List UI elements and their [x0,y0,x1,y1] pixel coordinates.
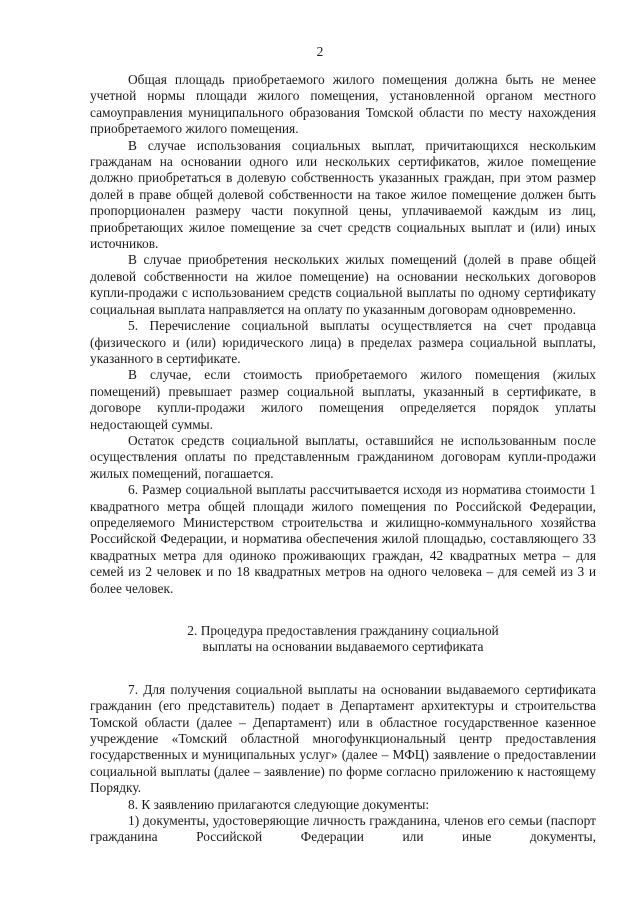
paragraph: В случае, если стоимость приобретаемого жилого помещения (жилых помещений) превышает размер социальной выплаты, указанный в сертификате, в договоре купли-продажи жилого помещения определяется порядок уплаты недостающей суммы. [90,367,596,432]
paragraph: 8. К заявлению прилагаются следующие документы: [128,796,430,812]
section-heading-line: выплаты на основании выдаваемого сертификата [202,639,484,655]
section-heading [90,623,596,656]
paragraph: 5. Перечисление социальной выплаты осуществляется на счет продавца (физического и (или) юридического лица) в пределах размера социальной выплаты, указанного в сертификате. [90,318,596,366]
paragraph: 6. Размер социальной выплаты рассчитывается исходя из норматива стоимости 1 квадратного метра общей площади жилого помещения по Российской Федерации, определяемого Министерством строительства и жилищно-коммунального хозяйства Российской Федерации, и норматива обеспечения жилой площадью, составляющего 33 квадратных метра для одиноко проживающих граждан, 42 квадратных метра – для семей из 2 человек и по 18 квадратных метров на одного человека – для семей из 3 и более человек. [90,482,596,596]
paragraph: В случае использования социальных выплат, причитающихся нескольким гражданам на основании одного или нескольких сертификатов, жилое помещение должно приобретаться в долевую собственность указанных граждан, при этом размер долей в праве общей долевой собственности на такое жилое помещение должен быть пропорционален размеру части покупной цены, уплачиваемой каждым из лиц, приобретающих жилое помещение за счет средств социальных выплат и (или) иных источников. [90,137,596,252]
paragraph: Остаток средств социальной выплаты, оставшийся не использованным после осуществления оплаты по представленным гражданином договорам купли-продажи жилых помещений, погашается. [90,432,596,481]
paragraph: 1) документы, удостоверяющие личность гражданина, членов его семьи (паспорт гражданина Российской Федерации или иные документы, [90,813,596,845]
page-number: 2 [316,44,324,59]
document-body [90,72,596,846]
section-heading-line: 2. Процедура предоставления гражданину социальной [187,623,499,638]
paragraph: 7. Для получения социальной выплаты на основании выдаваемого сертификата гражданин (его представитель) подает в Департамент архитектуры и строительства Томской области (далее – Департамент) или в областное государственное казенное учреждение «Томский областной многофункциональный центр предоставления государственных и муниципальных услуг» (далее – МФЦ) заявление о предоставлении социальной выплаты (далее – заявление) по форме согласно приложению к настоящему Порядку. [90,681,596,796]
paragraph: Общая площадь приобретаемого жилого помещения должна быть не менее учетной нормы площади жилого помещения, установленной органом местного самоуправления муниципального образования Томской области по месту нахождения приобретаемого жилого помещения. [90,72,596,137]
paragraph: В случае приобретения нескольких жилых помещений (долей в праве общей долевой собственности на жилое помещение) на основании нескольких договоров купли-продажи с использованием средств социальной выплаты по одному сертификату социальная выплата направляется на оплату по указанным договорам одновременно. [90,252,596,317]
